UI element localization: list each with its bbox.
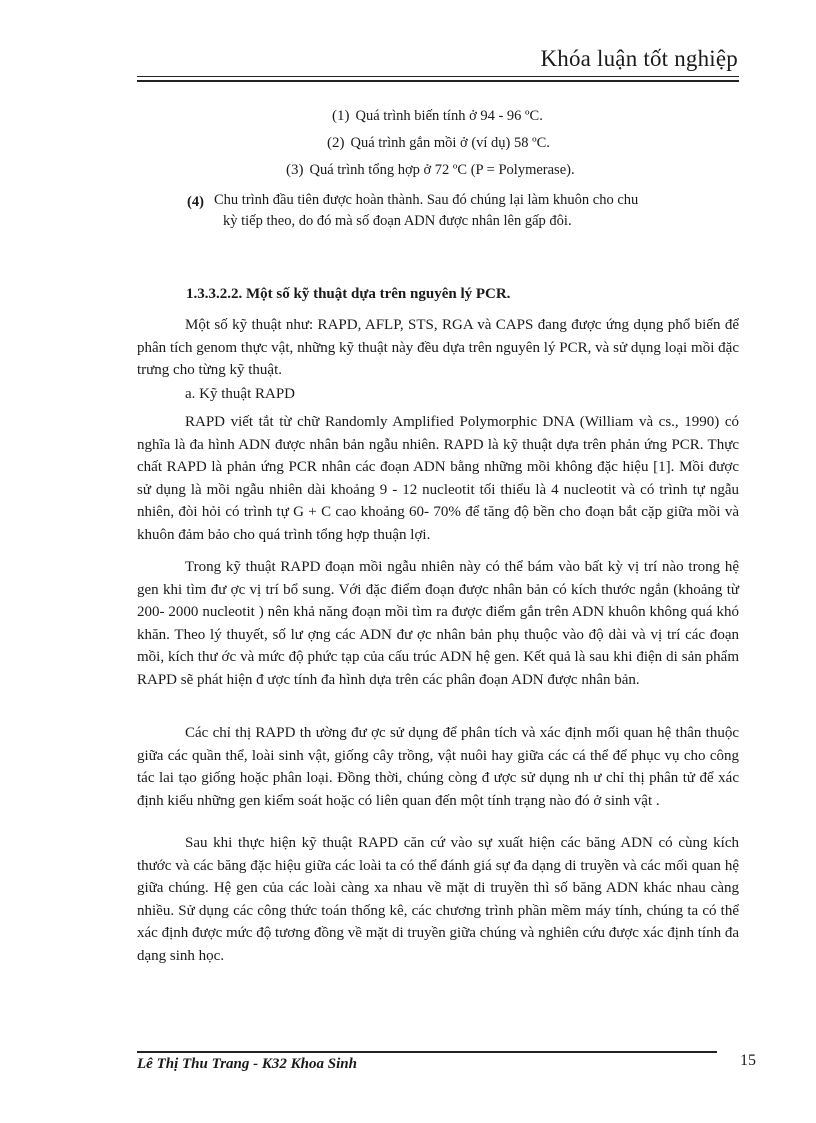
step-number: (2) (327, 135, 345, 151)
step-2 (327, 135, 550, 152)
paragraph-rapd-definition: RAPD viết tắt từ chữ Randomly Amplified Polymorphic DNA (William và cs., 1990) có nghĩa là đa hình ADN được nhân bản ngẫu nhiên. RAPD là kỹ thuật dựa trên phản ứng PCR. Thực chất RAPD là phản ứng PCR nhân các đoạn ADN bằng những mồi không đặc hiệu [1]. Mồi được sử dụng là mồi ngẫu nhiên dài khoảng 9 - 12 nucleotit tối thiểu là 4 nucleotit và có trình tự ngẫu nhiên, đòi hỏi có trình tự G + C cao khoảng 60- 70% để tăng độ bền cho đoạn bắt cặp giữa mồi và khuôn đảm bảo cho quá trình tổng hợp thuận lợi. (137, 414, 739, 543)
header-title: Khóa luận tốt nghiệp (540, 46, 738, 71)
page-number: 15 (740, 1052, 756, 1069)
paragraph-rapd-markers: Các chỉ thị RAPD th ường đư ợc sử dụng để phân tích và xác định mối quan hệ thân thuộc giữa các quần thể, loài sinh vật, giống cây trồng, vật nuôi hay giữa các cá thể để phục vụ cho công tác lai tạo giống hoặc phân loại. Đồng thời, chúng còng đ ược sử dụng nh ư chỉ thị phân tử để xác định kiểu những gen kiểm soát hoặc có liên quan đến một tính trạng nào đó ở sinh vật . (137, 725, 739, 809)
header-rule-thin (137, 76, 739, 77)
step-number: (4) (187, 194, 204, 210)
step-4 (187, 190, 739, 232)
paragraph-rapd-analysis: Sau khi thực hiện kỹ thuật RAPD căn cứ vào sự xuất hiện các băng ADN có cùng kích thước và các băng đặc hiệu giữa các loài ta có thể đánh giá sự đa dạng di truyền và các mối quan hệ giữa chúng. Hệ gen của các loài càng xa nhau về mặt di truyền thì số băng ADN khác nhau càng nhiều. Sử dụng các công thức toán thống kê, các chương trình phần mềm máy tính, chúng ta có thể xác định được mức độ tương đồng về mặt di truyền giữa chúng và nghiên cứu được xác định tính đa dạng sinh học. (137, 835, 739, 964)
step-text-line-1: Chu trình đầu tiên được hoàn thành. Sau đó chúng lại làm khuôn cho chu (214, 192, 639, 208)
step-text: Quá trình biến tính ở 94 - 96 ºC. (355, 108, 543, 124)
header-rule-thick (137, 80, 739, 82)
section-title: 1.3.3.2.2. Một số kỹ thuật dựa trên nguyên lý PCR. (186, 286, 511, 302)
footer-rule (137, 1051, 717, 1053)
step-number: (3) (286, 162, 304, 178)
step-text-line-2: kỳ tiếp theo, do đó mà số đoạn ADN được nhân lên gấp đôi. (223, 213, 572, 229)
step-1 (332, 108, 543, 125)
step-text: Quá trình tổng hợp ở 72 ºC (P = Polymerase). (309, 162, 575, 178)
subheading-rapd: a. Kỹ thuật RAPD (185, 386, 295, 402)
paragraph-intro: Một số kỹ thuật như: RAPD, AFLP, STS, RGA và CAPS đang được ứng dụng phổ biến để phân tích genom thực vật, những kỹ thuật này đều dựa trên nguyên lý PCR, và sử dụng loại mồi đặc trưng cho từng kỹ thuật. (137, 317, 739, 378)
footer-author: Lê Thị Thu Trang - K32 Khoa Sinh (137, 1056, 357, 1072)
paragraph-rapd-technique: Trong kỹ thuật RAPD đoạn mồi ngẫu nhiên này có thể bám vào bất kỳ vị trí nào trong hệ gen khi tìm đư ợc vị trí bổ sung. Với đặc điểm đoạn được nhân bản có kích thước ngắn (khoảng từ 200- 2000 nucleotit ) nên khả năng đoạn mồi tìm ra được điểm gắn trên ADN khuôn không quá khó khăn. Theo lý thuyết, số lư ợng các ADN đư ợc nhân bản phụ thuộc vào độ dài và vị trí các đoạn mồi, kích thư ớc và mức độ phức tạp của cấu trúc ADN hệ gen. Kết quả là sau khi điện di sản phẩm RAPD sẽ phát hiện đ ược tính đa hình dựa trên các phân đoạn ADN được nhân bản. (137, 559, 739, 688)
step-number: (1) (332, 108, 350, 124)
step-text: Quá trình gắn mồi ở (ví dụ) 58 ºC. (350, 135, 550, 151)
step-3 (286, 162, 575, 179)
